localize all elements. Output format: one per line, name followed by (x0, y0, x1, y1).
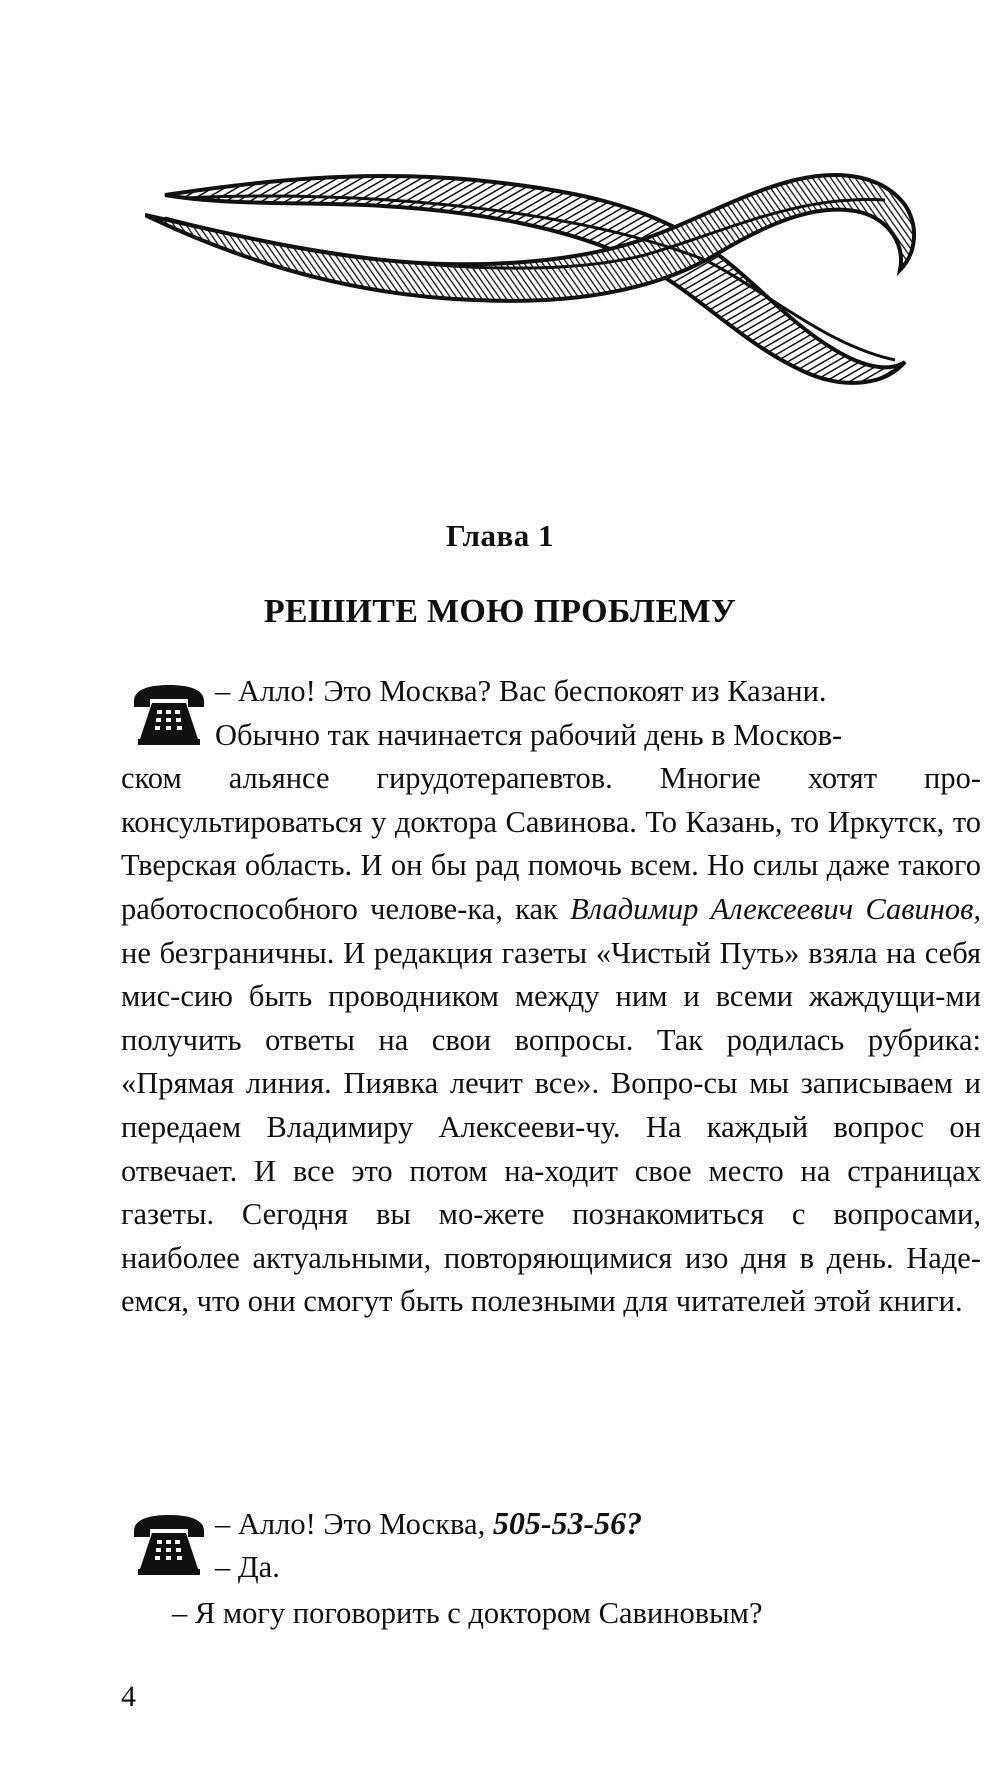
leech-ornament-icon (145, 150, 935, 450)
dialog-line-1-text: – Алло! Это Москва, (215, 1507, 493, 1541)
dialog-line-3: – Я могу поговорить с доктором Савиновым? (172, 1596, 763, 1630)
chapter-label: Глава 1 (445, 518, 555, 553)
intro-line-2: Обычно так начинается рабочий день в Москов- (215, 717, 843, 752)
telephone-icon (130, 1513, 208, 1577)
intro-paragraph (121, 670, 981, 1324)
chapter-title: РЕШИТЕ МОЮ ПРОБЛЕМУ (263, 593, 737, 630)
dialog-line-2: – Да. (215, 1550, 280, 1584)
page-number: 4 (121, 1680, 136, 1713)
dialog-line-1 (215, 1502, 642, 1547)
intro-body-after: не безграничны. И редакция газеты «Чистый Путь» взяла на себя мис-сию быть проводником между ним и всеми жаждущи-ми получить ответы на свои вопросы. Так родилась рубрика: «Прямая линия. Пиявка лечит все». Вопро-сы мы записываем и передаем Владимиру Алексееви-чу. На каждый вопрос он отвечает. И все это потом на-ходит свое место на страницах газеты. Сегодня вы мо-жете познакомиться с вопросами, наиболее актуальными, повторяющимися изо дня в день. Наде-емся, что они смогут быть полезными для читателей этой книги. (121, 935, 981, 1319)
phone-number: 505-53-56? (492, 1505, 643, 1541)
intro-body-before: ском альянсе гирудотерапевтов. Многие хотят про-консультироваться у доктора Савинова. То Казань, то Иркутск, то Тверская область. И он бы рад помочь всем. Но силы даже такого работоспособного челове-ка, как (121, 761, 981, 926)
doctor-name: Владимир Алексеевич Савинов, (570, 891, 981, 926)
intro-line-1: – Алло! Это Москва? Вас беспокоят из Казани. (215, 674, 827, 708)
